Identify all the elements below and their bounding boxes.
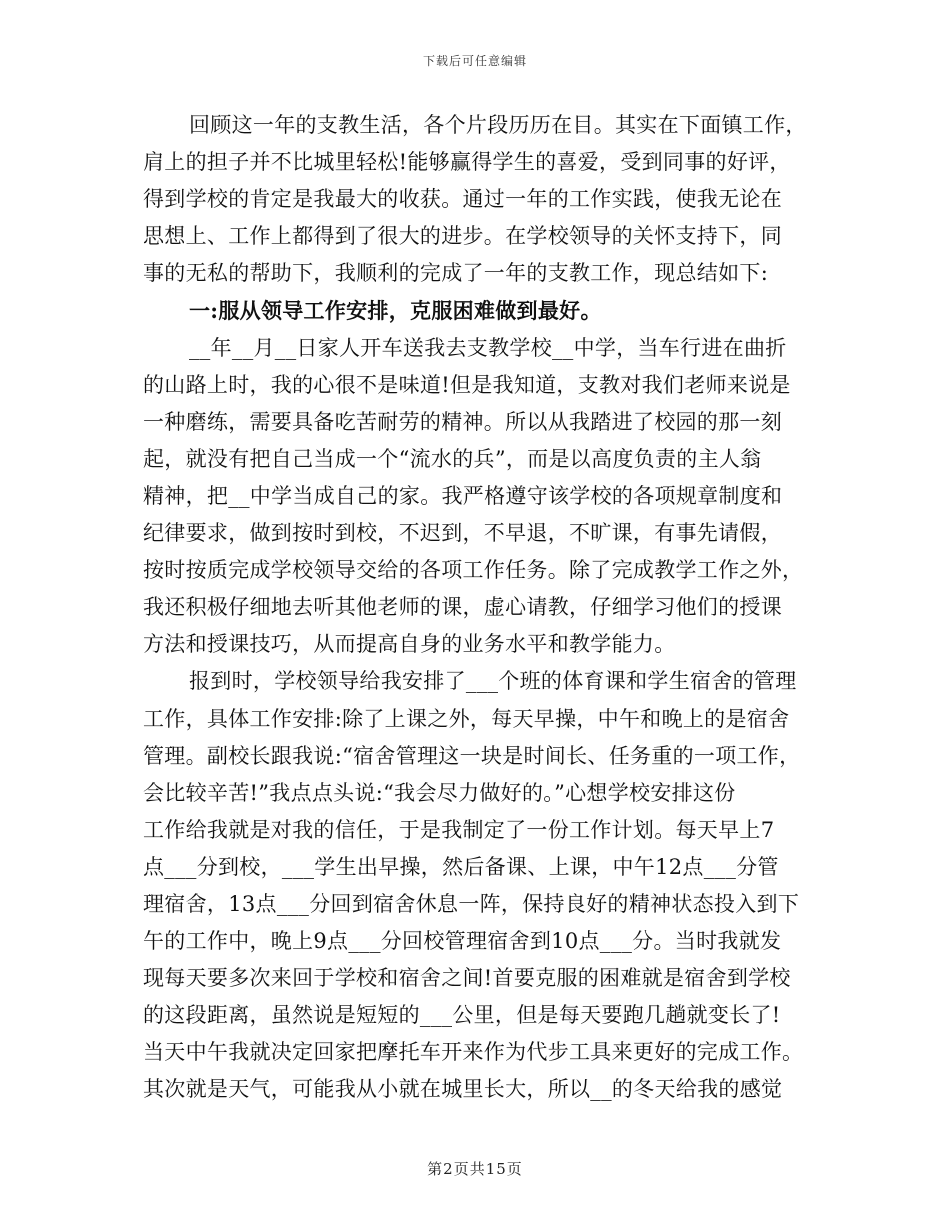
text-line: 会比较辛苦!”我点点头说:“我会尽力做好的。”心想学校安排这份 [143, 780, 736, 805]
text-line: 的山路上时，我的心很不是味道!但是我知道，支教对我们老师来说是 [143, 372, 791, 397]
text-line: __年__月__日家人开车送我去支教学校__中学，当车行进在曲折 [189, 335, 787, 360]
text-line: 点___分到校，___学生出早操，然后备课、上课，中午12点___分管 [143, 854, 779, 879]
text-line: 一种磨练，需要具备吃苦耐劳的精神。所以从我踏进了校园的那一刻 [143, 409, 782, 434]
text-line: 思想上、工作上都得到了很大的进步。在学校领导的关怀支持下，同 [143, 224, 782, 249]
page-header: 下载后可任意编辑 [422, 54, 527, 68]
heading-text: 一:服从领导工作安排，克服困难做到最好。 [189, 298, 602, 324]
text-line: 工作给我就是对我的信任，于是我制定了一份工作计划。每天早上7 [143, 817, 775, 842]
text-line: 其次就是天气，可能我从小就在城里长大，所以__的冬天给我的感觉 [143, 1077, 783, 1102]
text-line: 理宿舍，13点___分回到宿舍休息一阵，保持良好的精神状态投入到下 [143, 891, 800, 916]
paragraph-arrival [143, 330, 818, 664]
text-line: 的这段距离，虽然说是短短的___公里，但是每天要跑几趟就变长了! [143, 1003, 781, 1028]
text-line: 肩上的担子并不比城里轻松!能够赢得学生的喜爱，受到同事的好评， [143, 150, 791, 175]
document-body [143, 107, 818, 1109]
text-line: 纪律要求，做到按时到校，不迟到，不早退，不旷课，有事先请假， [143, 521, 782, 546]
text-line: 回顾这一年的支教生活，各个片段历历在目。其实在下面镇工作， [189, 113, 807, 137]
paragraph-duties [143, 663, 818, 1108]
paragraph-intro [143, 107, 818, 292]
text-line: 事的无私的帮助下，我顺利的完成了一年的支教工作，现总结如下: [143, 261, 769, 286]
text-line: 按时按质完成学校领导交给的各项工作任务。除了完成教学工作之外， [143, 558, 804, 583]
section-heading [143, 292, 818, 329]
page-number-footer: 第2页共15页 [427, 1160, 523, 1178]
text-line: 午的工作中，晚上9点___分回校管理宿舍到10点___分。当时我就发 [143, 929, 782, 954]
text-line: 精神，把__中学当成自己的家。我严格遵守该学校的各项规章制度和 [143, 483, 783, 508]
text-line: 得到学校的肯定是我最大的收获。通过一年的工作实践，使我无论在 [143, 187, 782, 212]
text-line: 管理。副校长跟我说:“宿舍管理这一块是时间长、任务重的一项工作， [143, 743, 801, 768]
text-line: 方法和授课技巧，从而提高自身的业务水平和教学能力。 [143, 632, 676, 657]
text-line: 当天中午我就决定回家把摩托车开来作为代步工具来更好的完成工作。 [143, 1040, 804, 1065]
text-line: 起，就没有把自己当成一个“流水的兵”，而是以高度负责的主人翁 [143, 446, 762, 471]
text-line: 报到时，学校领导给我安排了___个班的体育课和学生宿舍的管理 [189, 669, 797, 694]
text-line: 我还积极仔细地去听其他老师的课，虚心请教，仔细学习他们的授课 [143, 595, 782, 620]
text-line: 工作，具体工作安排:除了上课之外，每天早操，中午和晚上的是宿舍 [143, 706, 790, 731]
text-line: 现每天要多次来回于学校和宿舍之间!首要克服的困难就是宿舍到学校 [143, 966, 791, 991]
